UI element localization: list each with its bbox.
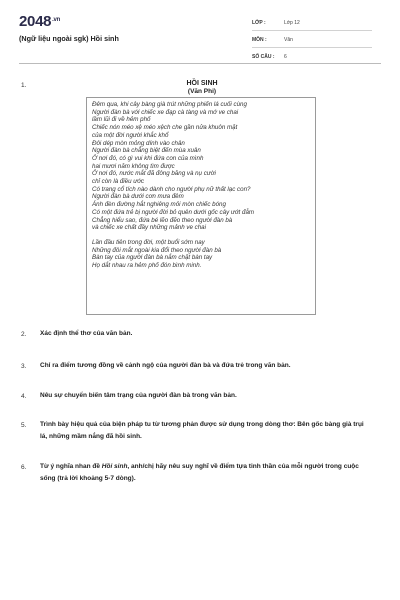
logo-tld: .vn [52,17,60,23]
poem-line: lầm lũi đi về hẻm phố [92,116,151,124]
poem-title: HỒI SINH [186,80,218,87]
poem-line: Người đàn bà chẳng biệt đến mùa xuân [92,147,201,155]
site-logo[interactable] [19,13,60,30]
question-number-1: 1. [21,82,27,89]
poem-stanza-1 [92,101,310,232]
poem-line: Người đàn bà với chiếc xe đạp cà tàng và mớ ve chai [92,108,239,116]
poem-line: Ánh đèn đường hắt nghiêng mỏi mòn chiếc bóng [92,201,226,209]
poem-line: Có trang cổ tích nào dành cho người phụ nữ thất lạc con? [92,185,251,193]
question-6-text-before: Từ ý nghĩa nhan đề [40,463,102,470]
question-text-6 [40,461,366,485]
poem-line: Họ dắt nhau ra hẻm phố đón bình minh. [92,262,202,270]
poem-line: Ở nơi đó, có gì vui khi đứa con của mình [92,154,204,162]
meta-value-subject: Văn [284,37,293,43]
question-text-4: Nêu sự chuyển biến tâm trạng của người đàn bà trong văn bản. [40,392,237,399]
meta-value-question-count: 6 [284,54,287,60]
question-number-2: 2. [21,331,27,338]
question-6-text-after: , anh/chị hãy nêu suy nghĩ về điểm tựa tinh thần của mỗi người trong cuộc sống (trả lời khoảng 5-7 dòng). [40,463,359,482]
poem-line: và chiếc xe chất đầy những mảnh ve chai [92,224,206,232]
poem-stanza-2 [92,239,310,270]
poem-line: Lần đầu tiên trong đời, một buổi sớm nay [92,238,205,246]
meta-key-subject: MÔN : [252,37,267,43]
question-6-title-emphasis: Hồi sinh [101,463,128,470]
poem-line: Đôi dép mòn mỏng dính vào chân [92,139,185,147]
poem-box [86,97,316,315]
document-title: (Ngữ liệu ngoài sgk) Hồi sinh [19,34,119,43]
poem-line: của một đời người khắc khổ [92,131,169,139]
poem-line: Bàn tay của người đàn bà nắm chặt bàn tay [92,254,213,262]
poem-line: Ở nơi đó, nước mắt đã đông băng và nụ cười [92,170,216,178]
poem-line: Người đàn bà dưới cơn mưa đêm [92,193,184,201]
poem-line: chỉ còn là điều ước [92,178,145,186]
poem-line: Đêm qua, khi cây bàng già trút những phiến lá cuối cùng [92,101,247,108]
question-number-3: 3. [21,363,27,370]
header-divider [19,63,381,64]
poem-line: hai mươi năm không tìm được [92,162,175,170]
meta-key-question-count: SỐ CÂU : [252,54,275,60]
meta-row-subject [252,33,372,48]
meta-row-question-count [252,50,372,64]
stanza-gap [92,232,310,239]
poem-line: Có một đứa trẻ bị người đời bỏ quên dưới gốc cây ướt đẫm [92,208,255,216]
poem-line: Chiếc nón méo xệ méo xệch che gần nửa khuôn mặt [92,124,238,132]
question-number-6: 6. [21,464,27,471]
question-text-5: Trình bày hiệu quả của biện pháp tu từ tương phản được sử dụng trong dòng thơ: Bên gốc bàng già trụi lá, những mầm nắng đã hồi sinh. [40,421,364,440]
meta-row-class [252,16,372,31]
question-text-2: Xác định thể thơ của văn bản. [40,330,133,337]
poem-line: Những đôi mắt ngoài kia đổi theo người đàn bà [92,246,222,254]
meta-value-class: Lớp 12 [284,20,300,26]
logo-main: 2048 [19,13,52,30]
meta-key-class: LỚP : [252,20,266,26]
question-number-5: 5. [21,422,27,429]
poem-line: Chẳng hiểu sao, đứa bé lẽo đẽo theo người đàn bà [92,216,233,224]
poem-heading [86,80,318,96]
meta-info-panel [252,16,372,66]
question-text-3: Chỉ ra điểm tương đồng về cảnh ngộ của người đàn bà và đứa trẻ trong văn bản. [40,362,291,369]
question-number-4: 4. [21,393,27,400]
poem-author: (Văn Phi) [187,88,217,95]
